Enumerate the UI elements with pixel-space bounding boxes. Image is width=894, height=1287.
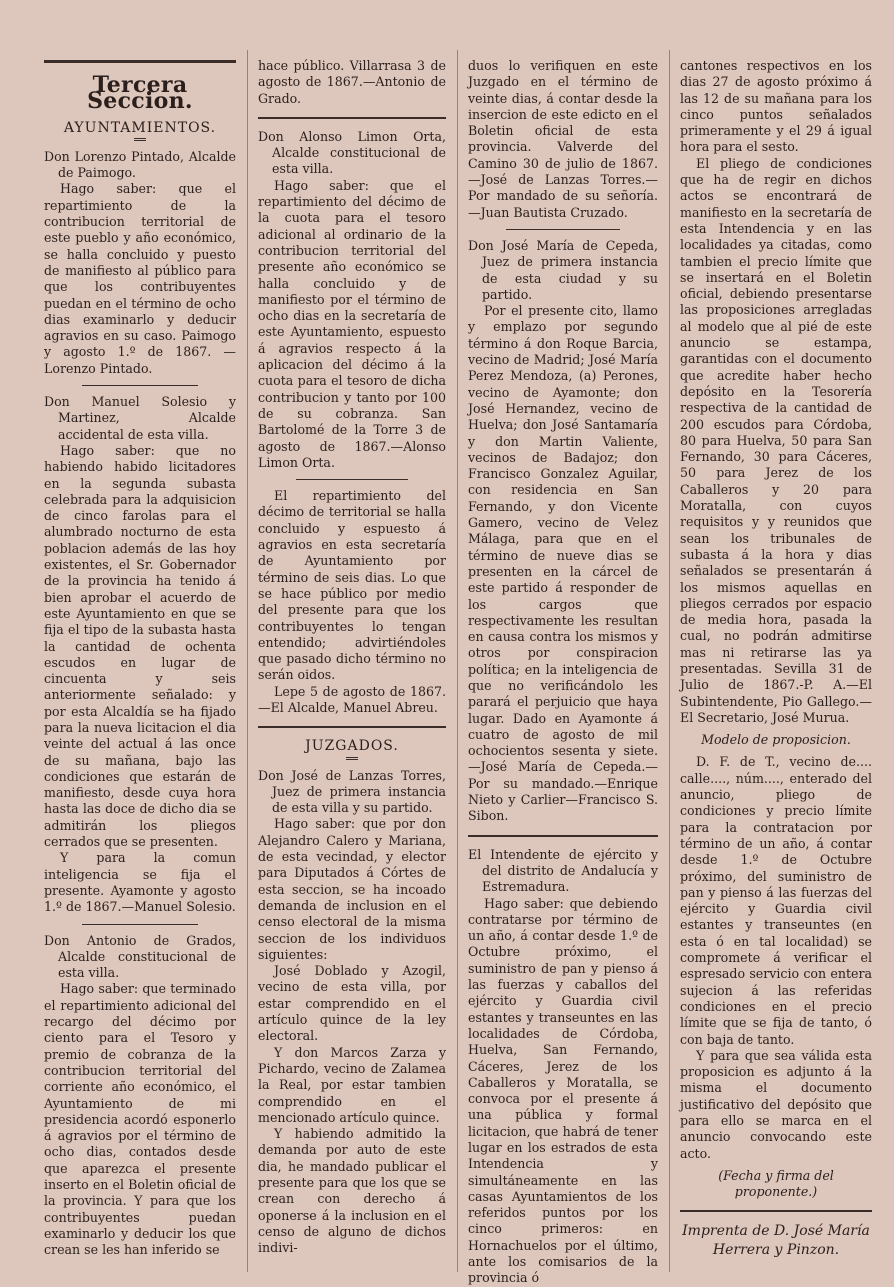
separator bbox=[258, 117, 446, 119]
notice-intendente bbox=[468, 847, 658, 1287]
notice-body: Hago saber: que terminado el repartimiento adicional del recargo del décimo por ciento para el Tesoro y premio de cobranza de la contribucion territorial del corriente año económico, el Ayuntamiento de mi presidencia acordó esponerlo á agravios por el término de ocho dias, contados desde que aparezca el presente inserto en el Boletin oficial de la provincia. Y para que los contribuyentes puedan examinarlo y deducir los que crean se les han inferido se bbox=[44, 981, 236, 1258]
heading-ayuntamientos: AYUNTAMIENTOS. bbox=[63, 119, 217, 136]
notice-head: Don José de Lanzas Torres, Juez de primera instancia de esta villa y su partido. bbox=[258, 767, 446, 816]
separator bbox=[468, 835, 658, 837]
column-2 bbox=[258, 58, 446, 1273]
modelo-heading: Modelo de proposicion. bbox=[701, 732, 851, 748]
notice-body: El repartimiento del décimo de territorial se halla concluido y espuesto á agravios en esta secretaría de Ayuntamiento por término de seis dias. Lo que se hace público por medio del presente para que los contribuyentes lo tengan entendido; advirtiéndoles que pasado dicho término no serán oidos. bbox=[258, 488, 446, 683]
notice-valverde bbox=[258, 768, 446, 1257]
notice-head: El Intendente de ejército y del distrito de Andalucía y Estremadura. bbox=[468, 846, 658, 895]
notice-body: Hago saber: que debiendo contratarse por término de un año, á contar desde 1.º de Octubre próximo, el suministro de pan y pienso á las fuerzas y caballos del ejército y Guardia civil estantes y transeuntes en las localidades de Córdoba, Huelva, San Fernando, Cáceres, Jerez de los Caballeros y Moratalla, se convoca por el presente á una pública y formal licitacion, que habrá de tener lugar en los estrados de esta Intendencia y simultáneamente en las casas Ayuntamientos de los referidos puntos por los cinco primeros: en Hornachuelos por el último, ante los comisarios de la provincia ó bbox=[468, 895, 658, 1286]
notice-body: Hago saber: que el repartimiento de la contribucion territorial de este pueblo y año económico, se halla concluido y puesto de manifiesto al público para que los contribuyentes puedan en el término de ocho dias examinarlo y deducir agravios en su caso. Paimogo y agosto 1.º de 1867. —Lorenzo Pintado. bbox=[44, 181, 236, 376]
notice-sign: Lepe 5 de agosto de 1867. —El Alcalde, Manuel Abreu. bbox=[258, 683, 446, 715]
proposal-body: Y para que sea válida esta proposicion es adjunto á la misma el documento justificativo del depósito que para ello se marca en el anuncio convocando este acto. bbox=[680, 1047, 872, 1161]
column-3 bbox=[468, 58, 658, 1286]
column-1 bbox=[44, 58, 236, 1273]
column-rule bbox=[457, 50, 458, 1272]
notice-body: Hago saber: que el repartimiento del décimo de la cuota para el tesoro adicional al ordinario de la contribucion territorial del presente año económico se halla concluido y de manifiesto por el término de ocho dias en la secretaría de este Ayuntamiento, espuesto á agravios respecto á la aplicacion del décimo á la cuota para el tesoro de dicha contribucion y tanto por 100 de su cobranza. San Bartolomé de la Torre 3 de agosto de 1867.—Alonso Limon Orta. bbox=[258, 177, 446, 470]
continued-text: hace público. Villarrasa 3 de agosto de 1867.—Antonio de Grado. bbox=[258, 58, 446, 106]
notice-body: Y don Marcos Zarza y Pichardo, vecino de Zalamea la Real, por estar tambien comprendido en el mencionado artículo quince. bbox=[258, 1044, 446, 1125]
notice-head: Don José María de Cepeda, Juez de primera instancia de esta ciudad y su partido. bbox=[468, 237, 658, 302]
column-rule bbox=[669, 50, 670, 1272]
column-rule bbox=[247, 50, 248, 1272]
printer-line-1: Imprenta de D. José María bbox=[682, 1223, 870, 1240]
printer-line-2: Herrera y Pinzon. bbox=[712, 1242, 840, 1259]
notice-ayamonte bbox=[44, 394, 236, 916]
column-4 bbox=[680, 58, 872, 1273]
separator bbox=[258, 726, 446, 728]
proposal-body: D. F. de T., vecino de.... calle...., núm...., enterado del anuncio, pliego de condiciones y precio límite para la contratacion por término de un año, á contar desde 1.º de Octubre próximo, del suministro de pan y pienso á las fuerzas del ejército y Guardia civil estantes y transeuntes (en esta ó en tal localidad) se compromete á verificar el espresado servicio con entera sujecion á las referidas condiciones en el precio límite que se fija de tanto, ó con baja de tanto. bbox=[680, 754, 872, 1047]
separator bbox=[82, 924, 197, 925]
separator bbox=[82, 385, 197, 386]
notice-body: El pliego de condiciones que ha de regir en dichos actos se encontrará de manifiesto en la secretaría de esta Intendencia y en las localidades ya citadas, como tambien el precio límite que se insertará en el Boletin oficial, debiendo presentarse las proposiciones arregladas al modelo que al pié de este anuncio se estampa, garantidas con el documento que acredite haber hecho depósito en la Tesorería respectiva de la cantidad de 200 escudos para Córdoba, 80 para Huelva, 50 para San Fernando, 30 para Cáceres, 50 para Jerez de los Caballeros y 20 para Moratalla, con cuyos requisitos y y reunidos que sean los tribunales de subasta á la hora y dias señalados se presentarán á los mismos aquellas en pliegos cerrados por espacio de media hora, pasada la cual, no podrán admitirse mas ni retirarse las ya presentadas. Sevilla 31 de Julio de 1867.-P. A.—El Subintendente, Pio Gallego.—El Secretario, José Murua. bbox=[680, 155, 872, 725]
notice-san-bartolome bbox=[258, 129, 446, 471]
notice-body: José Doblado y Azogil, vecino de esta villa, por estar comprendido en el artículo quince de la ley electoral. bbox=[258, 963, 446, 1044]
notice-body: Por el presente cito, llamo y emplazo por segundo término á don Roque Barcia, vecino de Madrid; José María Perez Mendoza, (a) Perones, vecino de Ayamonte; don José Hernandez, vecino de Huelva; don José Santamaría y don Martin Valiente, vecinos de Badajoz; don Francisco Gonzalez Aguilar, con residencia en San Fernando, y don Vicente Gamero, vecino de Velez Málaga, para que en el término de nueve dias se presenten en la cárcel de este partido á responder de los cargos que respectivamente les resultan en causa contra los mismos y otros por conspiracion política; en la inteligencia de que no verificándolo les parará el perjuicio que haya lugar. Dado en Ayamonte á cuatro de agosto de mil ochocientos sesenta y siete. —José María de Cepeda.— Por su mandado.—Enrique Nieto y Carlier—Francisco S. Sibon. bbox=[468, 303, 658, 824]
separator bbox=[506, 229, 620, 230]
notice-body: Hago saber: que no habiendo habido licitadores en la segunda subasta celebrada para la adquisicion de cinco farolas para el alumbrado nocturno de esta poblacion además de las hoy existentes, el Sr. Gobernador de la provincia ha tenido á bien aprobar el acuerdo de este Ayuntamiento en que se fija el tipo de la subasta hasta la cantidad de ochenta escudos en lugar de cincuenta y seis anteriormente señalado: y por esta Alcaldía se ha fijado para la nueva licitacion el dia veinte del actual á las once de su mañana, bajo las condiciones que estarán de manifiesto, desde cuya hora hasta las doce de dicho dia se admitirán los pliegos cerrados que se presenten. bbox=[44, 442, 236, 850]
signature-note: (Fecha y firma del proponente.) bbox=[718, 1167, 834, 1200]
notice-ayamonte-juzgado bbox=[468, 238, 658, 825]
notice-body: Y para la comun inteligencia se fija el presente. Ayamonte y agosto 1.º de 1867.—Manuel Solesio. bbox=[44, 850, 236, 915]
notice-head: Don Alonso Limon Orta, Alcalde constitucional de esta villa. bbox=[258, 128, 446, 177]
notice-head: Don Manuel Solesio y Martinez, Alcalde accidental de esta villa. bbox=[44, 394, 236, 442]
notice-villarrasa bbox=[44, 933, 236, 1259]
continued-text: duos lo verifiquen en este Juzgado en el término de veinte dias, á contar desde la insercion de este edicto en el Boletin oficial de esta provincia. Valverde del Camino 30 de julio de 1867.—José de Lanzas Torres.—Por mandado de su señoría.—Juan Bautista Cruzado. bbox=[468, 58, 658, 220]
notice-body: Y habiendo admitido la demanda por auto de este dia, he mandado publicar el presente para que los que se crean con derecho á oponerse á la inclusion en el censo de alguno de dichos indivi- bbox=[258, 1126, 446, 1256]
notice-head: Don Antonio de Grados, Alcalde constitucional de esta villa. bbox=[44, 932, 236, 981]
separator bbox=[296, 479, 409, 480]
notice-body: Hago saber: que por don Alejandro Calero y Mariana, de esta vecindad, y elector para Diputados á Córtes de esta seccion, se ha incoado demanda de inclusion en el censo electoral de la misma seccion de los individuos siguientes: bbox=[258, 816, 446, 962]
continued-text: cantones respectivos en los dias 27 de agosto próximo á las 12 de su mañana para los cinco puntos señalados primeramente y el 29 á igual hora para el sesto. bbox=[680, 58, 872, 155]
heading-juzgados: JUZGADOS. bbox=[305, 738, 399, 755]
heading-dash bbox=[134, 138, 146, 141]
notice-paimogo bbox=[44, 149, 236, 377]
top-rule bbox=[44, 60, 236, 63]
notice-lepe bbox=[258, 488, 446, 716]
heading-dash bbox=[346, 757, 358, 760]
section-title: Tercera Seccion. bbox=[87, 72, 193, 115]
printer-imprint bbox=[680, 1222, 872, 1260]
notice-head: Don Lorenzo Pintado, Alcalde de Paimogo. bbox=[44, 148, 236, 181]
separator bbox=[680, 1210, 872, 1212]
